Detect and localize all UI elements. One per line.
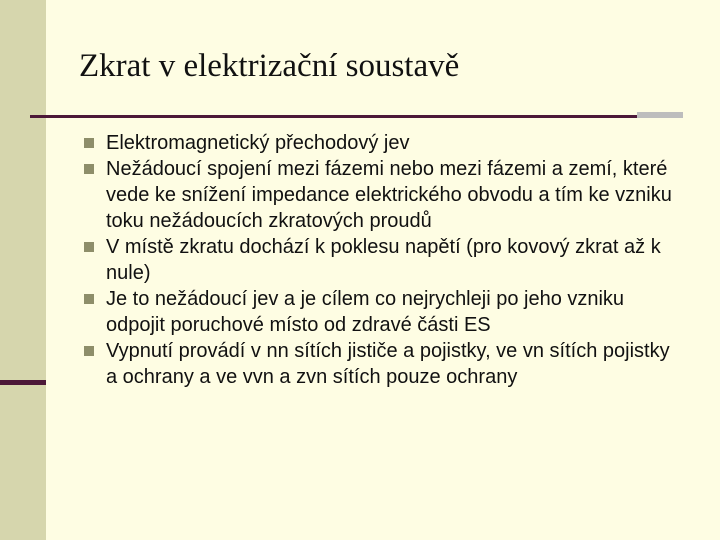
sidebar-accent-bar — [0, 380, 46, 385]
title-divider-accent — [637, 112, 683, 118]
square-bullet-icon — [84, 294, 94, 304]
square-bullet-icon — [84, 346, 94, 356]
bullet-list — [84, 130, 674, 390]
bullet-text: Vypnutí provádí v nn sítích jističe a pojistky, ve vn sítích pojistky a ochrany a ve vvn a zvn sítích pouze ochrany — [106, 340, 670, 388]
bullet-item — [84, 156, 674, 234]
bullet-item — [84, 130, 674, 156]
bullet-text: Nežádoucí spojení mezi fázemi nebo mezi fázemi a zemí, které vede ke snížení impedance elektrického obvodu a tím ke vzniku toku nežádoucích zkratových proudů — [106, 158, 672, 232]
bullet-text: V místě zkratu dochází k poklesu napětí (pro kovový zkrat až k nule) — [106, 236, 661, 284]
bullet-text: Elektromagnetický přechodový jev — [106, 132, 410, 154]
title-divider — [30, 115, 637, 118]
square-bullet-icon — [84, 164, 94, 174]
bullet-item — [84, 234, 674, 286]
bullet-item — [84, 286, 674, 338]
square-bullet-icon — [84, 242, 94, 252]
slide-title: Zkrat v elektrizační soustavě — [79, 48, 460, 84]
square-bullet-icon — [84, 138, 94, 148]
bullet-item — [84, 338, 674, 390]
slide-sidebar — [0, 0, 46, 540]
bullet-text: Je to nežádoucí jev a je cílem co nejrychleji po jeho vzniku odpojit poruchové místo od zdravé části ES — [106, 288, 625, 336]
